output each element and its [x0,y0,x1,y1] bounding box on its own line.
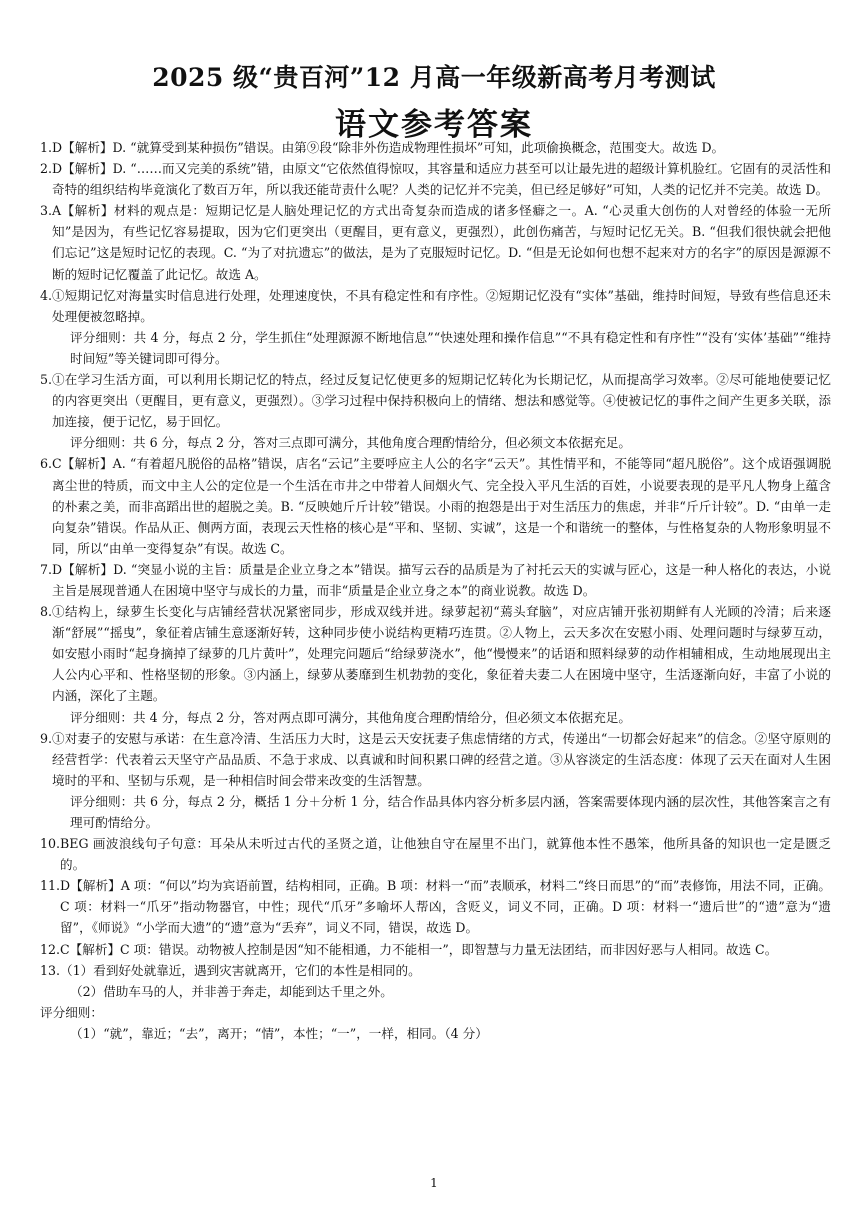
scoring-rubric-heading: 评分细则： [40,1004,103,1020]
answer-text: ①结构上，绿萝生长变化与店铺经营状况紧密同步，形成双线并进。绿萝起初“蔫头耷脑”，对应店铺开张初期鲜有人光顾的冷清；后来逐渐“舒展”“摇曳”，象征着店铺生意逐渐好转，这种同步使小说结构更精巧连贯。②人物上，云天多次在安慰小雨、处理问题时与绿萝互动，如安慰小雨时“起身摘掉了绿萝的几片黄叶”，处理完问题后“给绿萝浇水”，他“慢慢来”的话语和照料绿萝的动作相辅相成，生动地展现出主人公内心平和、性格坚韧的形象。③内涵上，绿萝从萎靡到生机勃勃的变化，象征着夫妻二人在困境中坚守，生活逐渐向好，丰富了小说的内涵，深化了主题。 [52,604,831,704]
answer-number: 10. [40,836,61,852]
answer-text: ①短期记忆对海量实时信息进行处理，处理速度快，不具有稳定性和有序性。②短期记忆没有“实体”基础，维持时间短，导致有些信息还未处理便被忽略掉。 [52,287,831,324]
answer-number: 5. [40,372,53,388]
answer-number: 4. [40,287,53,303]
page-title: 2025 级“贵百河”12 月高一年级新高考月考测试 [152,63,716,92]
answer-item-10 [40,833,831,875]
answer-item-13 [40,960,831,981]
scoring-rubric: 评分细则：共 4 分，每点 2 分，答对两点即可满分，其他角度合理酌情给分，但必须文本依据充足。 [70,709,631,725]
answer-number: 2. [40,161,53,177]
answer-number: 11. [40,878,61,894]
answer-text: ①对妻子的安慰与承诺：在生意冷清、生活压力大时，这是云天安抚妻子焦虑情绪的方式，传递出“一切都会好起来”的信念。②坚守原则的经营哲学：代表着云天坚守产品品质、不急于求成、以真诚和时间积累口碑的经营之道。③从容淡定的生活态度：体现了云天在面对人生困境时的平和、坚韧与乐观，是一种相信时间会带来改变的生活智慧。 [52,730,831,788]
answer-item-9 [40,728,831,791]
answer-text: ①在学习生活方面，可以利用长期记忆的特点，经过反复记忆使更多的短期记忆转化为长期记忆，从而提高学习效率。②尽可能地使要记忆的内容更突出（更醒目，更有意义，更强烈）。③学习过程中保持积极向上的情绪、想法和感觉等。④使被记忆的事件之间产生更多关联，添加连接，便于记忆，易于回忆。 [52,372,831,430]
answer-item-11 [40,875,831,938]
answer-item-5 [40,369,831,432]
answer-item-6 [40,453,831,558]
scoring-rubric: （1）“就”，靠近；“去”，离开；“情”，本性；“一”，一样，相同。（4 分） [70,1025,488,1041]
answer-item-1 [40,137,831,158]
answer-text: A【解析】材料的观点是：短期记忆是人脑处理记忆的方式出奇复杂而造成的诸多怪癖之一。A. “心灵重大创伤的人对曾经的体验一无所知”是因为，有些记忆容易提取，因为它们更突出（更醒目，更有意义，更强烈），此创伤痛苦，与短时记忆无关。B. “但我们很快就会把他们忘记”这是短时记忆的表现。C. “为了对抗遗忘”的做法，是为了克服短时记忆。D. “但是无论如何也想不起来对方的名字”的原因是源源不断的短时记忆覆盖了此记忆。故选 A。 [52,203,831,282]
answer-number: 9. [40,730,53,746]
answer-subline: （2）借助车马的人，并非善于奔走，却能到达千里之外。 [70,983,393,999]
answer-text: BEG 画波浪线句子句意：耳朵从未听过古代的圣贤之道，让他独自守在屋里不出门，就算他本性不愚笨，他所具备的知识也一定是匮乏的。 [60,836,831,873]
answer-text: D【解析】D. “突显小说的主旨：质量是企业立身之本”错误。描写云吞的品质是为了衬托云天的实诚与匠心，这是一种人格化的表达，小说主旨是展现普通人在困境中坚守与成长的力量，而非“质量是企业立身之本”的商业说教。故选 D。 [52,561,831,598]
answer-number: 1. [40,140,53,155]
answer-item-8 [40,601,831,706]
answer-text: C【解析】C 项：错误。动物被人控制是因“知不能相通，力不能相一”，即智慧与力量无法团结，而非因好恶与人相同。故选 C。 [60,941,778,957]
answer-item-2 [40,158,831,200]
answer-number: 12. [40,941,61,957]
page-number: 1 [430,1176,438,1190]
answer-item-3 [40,200,831,284]
answer-number: 13. [40,962,61,978]
answer-text: D【解析】A 项：“何以”均为宾语前置，结构相同，正确。B 项：材料一“而”表顺承，材料二“终日而思”的“而”表修饰，用法不同，正确。C 项：材料一“爪牙”指动物器官，中性；现代“爪牙”多喻坏人帮凶，含贬义，词义不同，正确。D 项：材料一“遗后世”的“遗”意为“遗留”，《师说》“小学而大遗”的“遗”意为“丢弃”，词义不同，错误，故选 D。 [60,878,831,936]
page-subtitle: 语文参考答案 [335,107,533,143]
answer-number: 7. [40,561,53,577]
answer-item-4 [40,285,831,327]
answer-text: D【解析】D. “……而又完美的系统”错，由原文“它依然值得惊叹，其容量和适应力甚至可以让最先进的超级计算机脸红。它固有的灵活性和奇特的组织结构毕竟演化了数百万年，所以我还能苛责什么呢？人类的记忆并不完美，但已经足够好”可知，人类的记忆并不完美。故选 D。 [52,161,831,198]
answer-text: （1）看到好处就靠近，遇到灾害就离开，它们的本性是相同的。 [60,962,421,978]
answer-item-12 [40,939,831,960]
answer-number: 6. [40,456,53,472]
scoring-rubric: 评分细则：共 6 分，每点 2 分，概括 1 分＋分析 1 分，结合作品具体内容分析多层内涵，答案需要体现内涵的层次性，其他答案言之有理可酌情给分。 [70,793,831,830]
answer-item-7 [40,559,831,601]
answer-text: D【解析】D. “就算受到某种损伤”错误。由第⑨段“除非外伤造成物理性损坏”可知，此项偷换概念，范围变大。故选 D。 [52,140,725,155]
scoring-rubric: 评分细则：共 6 分，每点 2 分，答对三点即可满分，其他角度合理酌情给分，但必须文本依据充足。 [70,435,631,451]
scoring-rubric: 评分细则：共 4 分，每点 2 分，学生抓住“处理源源不断地信息”“快速处理和操作信息”“不具有稳定性和有序性”“没有‘实体’基础”“维持时间短”等关键词即可得分。 [70,329,831,366]
answer-text: C【解析】A. “有着超凡脱俗的品格”错误，店名“云记”主要呼应主人公的名字“云天”。其性情平和，不能等同“超凡脱俗”。这个成语强调脱离尘世的特质，而文中主人公的定位是一个生活在市井之中带着人间烟火气、完全投入平凡生活的百姓，小说要表现的是平凡人物身上蕴含的朴素之美，而非高蹈出世的超脱之美。B. “反映她斤斤计较”错误。小雨的抱怨是出于对生活压力的焦虑，并非“斤斤计较”。D. “由单一走向复杂”错误。作品从正、侧两方面，表现云天性格的核心是“平和、坚韧、实诚”，这是一个和谐统一的整体，与性格复杂的人物形象明显不同，所以“由单一变得复杂”有误。故选 C。 [52,456,831,556]
answer-number: 3. [40,203,53,219]
answer-number: 8. [40,604,53,620]
answer-list [40,137,831,1044]
